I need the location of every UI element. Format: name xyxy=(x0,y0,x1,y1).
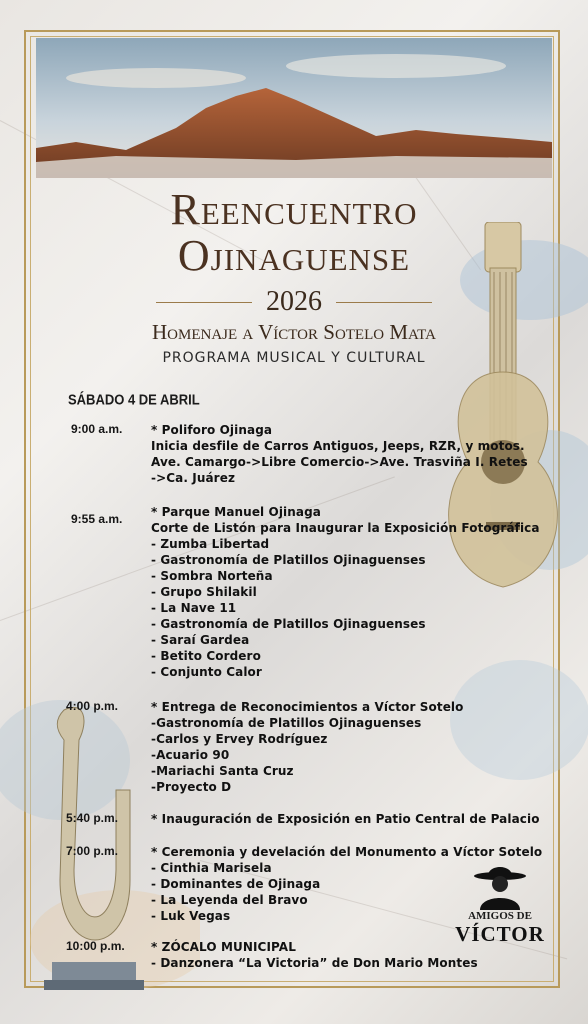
event-line: - Sombra Norteña xyxy=(151,569,273,583)
event-date: SÁBADO 4 DE ABRIL xyxy=(68,391,200,408)
event-line: -Proyecto D xyxy=(151,780,232,794)
event-line: - Cinthia Marisela xyxy=(151,861,272,875)
event-line: - Gastronomía de Platillos Ojinaguenses xyxy=(151,617,426,631)
event-time: 10:00 p.m. xyxy=(66,939,125,953)
year-row xyxy=(0,286,588,320)
event-line: -Acuario 90 xyxy=(151,748,230,762)
event-line: - La Nave 11 xyxy=(151,601,237,615)
event-line: * ZÓCALO MUNICIPAL xyxy=(151,940,296,954)
amigos-de-victor-logo xyxy=(446,862,554,962)
event-line: - Gastronomía de Platillos Ojinaguenses xyxy=(151,553,426,567)
event-line: - Danzonera “La Victoria” de Don Mario Montes xyxy=(151,956,478,970)
event-time: 4:00 p.m. xyxy=(66,699,119,713)
event-details xyxy=(151,699,464,795)
event-line: Corte de Listón para Inaugurar la Exposición Fotográfica xyxy=(151,521,540,535)
event-line: - Luk Vegas xyxy=(151,909,231,923)
program-heading: PROGRAMA MUSICAL Y CULTURAL xyxy=(162,350,426,366)
event-line: * Entrega de Reconocimientos a Víctor Sotelo xyxy=(151,700,464,714)
event-line: - Conjunto Calor xyxy=(151,665,262,679)
event-line: * Poliforo Ojinaga xyxy=(151,423,273,437)
poster-title-line1: Reencuentro xyxy=(170,185,418,234)
event-line: * Inauguración de Exposición en Patio Central de Palacio xyxy=(151,812,540,826)
divider xyxy=(336,302,432,303)
event-line: - Zumba Libertad xyxy=(151,537,270,551)
event-line: * Parque Manuel Ojinaga xyxy=(151,505,322,519)
event-time: 7:00 p.m. xyxy=(66,844,119,858)
event-line: - Saraí Gardea xyxy=(151,633,250,647)
event-details xyxy=(151,811,540,827)
event-line: * Ceremonia y develación del Monumento a Víctor Sotelo xyxy=(151,845,543,859)
poster-year: 2026 xyxy=(266,286,322,317)
event-line: -Gastronomía de Platillos Ojinaguenses xyxy=(151,716,422,730)
event-details xyxy=(151,504,540,680)
event-line: - Grupo Shilakil xyxy=(151,585,257,599)
event-time: 9:00 a.m. xyxy=(71,422,123,436)
event-line: - Betito Cordero xyxy=(151,649,261,663)
event-line: -Mariachi Santa Cruz xyxy=(151,764,294,778)
event-details xyxy=(151,422,528,486)
poster-title-line2: Ojinaguense xyxy=(177,231,411,280)
event-line: -Carlos y Ervey Rodríguez xyxy=(151,732,328,746)
logo-text-amigos: AMIGOS DE xyxy=(468,910,532,922)
event-line: - Dominantes de Ojinaga xyxy=(151,877,321,891)
event-time: 9:55 a.m. xyxy=(71,512,123,526)
mountain-banner xyxy=(36,38,552,178)
poster-subtitle: Homenaje a Víctor Sotelo Mata xyxy=(152,320,436,344)
cowboy-icon xyxy=(446,862,554,912)
event-time: 5:40 p.m. xyxy=(66,811,119,825)
event-line: ->Ca. Juárez xyxy=(151,471,236,485)
event-line: - La Leyenda del Bravo xyxy=(151,893,308,907)
logo-text-victor: VÍCTOR xyxy=(455,922,545,946)
event-details xyxy=(151,939,478,971)
event-line: Ave. Camargo->Libre Comercio->Ave. Trasviña I. Retes xyxy=(151,455,528,469)
event-line: Inicia desfile de Carros Antiguos, Jeeps, RZR, y motos. xyxy=(151,439,525,453)
